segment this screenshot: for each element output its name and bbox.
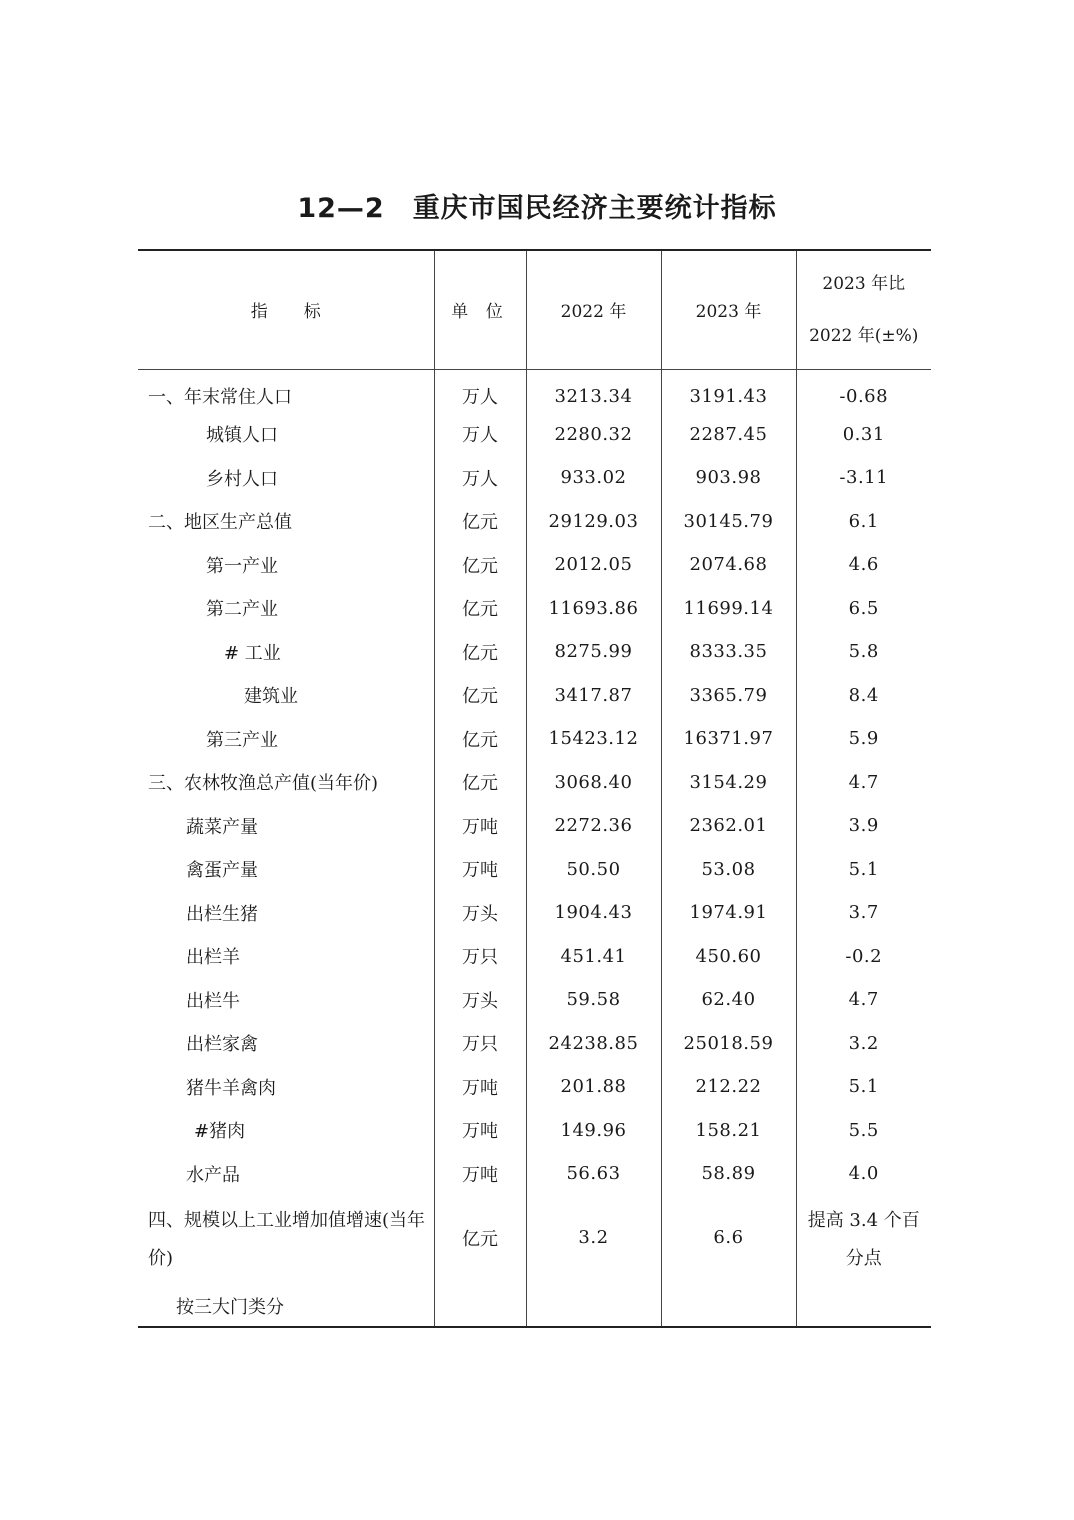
row-indicator: 猪牛羊禽肉 bbox=[186, 1077, 276, 1099]
row-change: 5.1 bbox=[796, 1065, 931, 1109]
header-change-line2: 2022 年(±%) bbox=[809, 325, 919, 346]
row-value-2022: 11693.86 bbox=[526, 587, 661, 631]
header-indicator-char-2: 标 bbox=[303, 302, 321, 323]
table-row bbox=[138, 978, 931, 1022]
row-change: 6.5 bbox=[796, 587, 931, 631]
row-value-2022: 29129.03 bbox=[526, 500, 661, 544]
table-row bbox=[138, 1280, 931, 1327]
row-change: 5.9 bbox=[796, 717, 931, 761]
row-value-2022: 149.96 bbox=[526, 1109, 661, 1153]
row-indicator: 水产品 bbox=[186, 1164, 240, 1186]
row-unit bbox=[434, 1280, 526, 1327]
row-value-2022: 50.50 bbox=[526, 848, 661, 892]
row-value-2023: 3191.43 bbox=[661, 369, 796, 413]
table-row bbox=[138, 543, 931, 587]
row-change: 3.7 bbox=[796, 891, 931, 935]
row-unit: 亿元 bbox=[434, 543, 526, 587]
row-unit: 万吨 bbox=[434, 1065, 526, 1109]
row-unit: 万只 bbox=[434, 935, 526, 979]
row-value-2022 bbox=[526, 1280, 661, 1327]
header-change bbox=[796, 250, 931, 369]
header-indicator-char-1: 指 bbox=[250, 302, 268, 323]
row-change: -3.11 bbox=[796, 456, 931, 500]
row-indicator: 禽蛋产量 bbox=[186, 860, 258, 882]
table-row bbox=[138, 891, 931, 935]
row-unit: 万头 bbox=[434, 891, 526, 935]
row-change: 8.4 bbox=[796, 674, 931, 718]
row-unit: 万人 bbox=[434, 413, 526, 457]
row-value-2023: 16371.97 bbox=[661, 717, 796, 761]
row-value-2023: 58.89 bbox=[661, 1152, 796, 1196]
row-value-2022: 56.63 bbox=[526, 1152, 661, 1196]
row-unit: 万人 bbox=[434, 456, 526, 500]
row-unit: 亿元 bbox=[434, 500, 526, 544]
row-indicator: 三、农林牧渔总产值(当年价) bbox=[148, 773, 379, 795]
row-change: 0.31 bbox=[796, 413, 931, 457]
row-value-2022: 3068.40 bbox=[526, 761, 661, 805]
row-change: 4.6 bbox=[796, 543, 931, 587]
table-row bbox=[138, 804, 931, 848]
row-change: 4.0 bbox=[796, 1152, 931, 1196]
row-value-2022: 2012.05 bbox=[526, 543, 661, 587]
row-value-2023: 2362.01 bbox=[661, 804, 796, 848]
row-indicator: 建筑业 bbox=[244, 686, 298, 708]
row-value-2022: 8275.99 bbox=[526, 630, 661, 674]
row-indicator: 出栏羊 bbox=[186, 947, 240, 969]
row-value-2023: 25018.59 bbox=[661, 1022, 796, 1066]
row-value-2022: 2280.32 bbox=[526, 413, 661, 457]
header-change-line1: 2023 年比 bbox=[822, 273, 906, 294]
row-indicator: 一、年末常住人口 bbox=[148, 387, 292, 408]
table-row bbox=[138, 674, 931, 718]
row-value-2022: 933.02 bbox=[526, 456, 661, 500]
row-value-2023: 212.22 bbox=[661, 1065, 796, 1109]
row-change: -0.68 bbox=[796, 369, 931, 413]
row-change: 5.5 bbox=[796, 1109, 931, 1153]
row-unit: 万吨 bbox=[434, 848, 526, 892]
row-indicator: 乡村人口 bbox=[206, 468, 278, 490]
table-row bbox=[138, 413, 931, 457]
row-value-2023: 53.08 bbox=[661, 848, 796, 892]
row-change: 4.7 bbox=[796, 978, 931, 1022]
table-row bbox=[138, 500, 931, 544]
table-row bbox=[138, 761, 931, 805]
row-unit: 亿元 bbox=[434, 587, 526, 631]
row-value-2023: 1974.91 bbox=[661, 891, 796, 935]
statistics-table bbox=[138, 249, 931, 1328]
header-2023: 2023 年 bbox=[661, 250, 796, 369]
row-change: 5.1 bbox=[796, 848, 931, 892]
row-value-2022: 24238.85 bbox=[526, 1022, 661, 1066]
table-row bbox=[138, 935, 931, 979]
table-row bbox=[138, 1152, 931, 1196]
header-unit: 单 位 bbox=[434, 250, 526, 369]
row-change: 6.1 bbox=[796, 500, 931, 544]
row-unit: 亿元 bbox=[434, 1196, 526, 1280]
row-value-2023: 30145.79 bbox=[661, 500, 796, 544]
row-indicator: 按三大门类分 bbox=[176, 1296, 284, 1318]
row-unit: 亿元 bbox=[434, 674, 526, 718]
table-row bbox=[138, 1196, 931, 1280]
row-indicator: 第一产业 bbox=[206, 555, 278, 577]
row-indicator: 出栏牛 bbox=[186, 990, 240, 1012]
row-value-2022: 451.41 bbox=[526, 935, 661, 979]
table-row bbox=[138, 717, 931, 761]
row-change: 4.7 bbox=[796, 761, 931, 805]
row-value-2023: 8333.35 bbox=[661, 630, 796, 674]
row-value-2022: 3213.34 bbox=[526, 369, 661, 413]
row-change: 5.8 bbox=[796, 630, 931, 674]
table-row bbox=[138, 1022, 931, 1066]
header-2022: 2022 年 bbox=[526, 250, 661, 369]
row-value-2022: 1904.43 bbox=[526, 891, 661, 935]
header-row bbox=[138, 250, 931, 369]
row-value-2022: 15423.12 bbox=[526, 717, 661, 761]
row-indicator: 第三产业 bbox=[206, 729, 278, 751]
row-value-2023: 158.21 bbox=[661, 1109, 796, 1153]
row-indicator: #猪肉 bbox=[194, 1121, 246, 1143]
row-value-2022: 3417.87 bbox=[526, 674, 661, 718]
row-value-2023: 3154.29 bbox=[661, 761, 796, 805]
row-indicator: 第二产业 bbox=[206, 599, 278, 621]
row-unit: 亿元 bbox=[434, 630, 526, 674]
row-unit: 万只 bbox=[434, 1022, 526, 1066]
table-row bbox=[138, 1109, 931, 1153]
page-title bbox=[0, 186, 1074, 225]
row-value-2022: 3.2 bbox=[526, 1196, 661, 1280]
row-change: -0.2 bbox=[796, 935, 931, 979]
header-indicator bbox=[138, 250, 434, 369]
row-indicator: # 工业 bbox=[224, 642, 281, 664]
row-unit: 亿元 bbox=[434, 717, 526, 761]
row-unit: 万人 bbox=[434, 369, 526, 413]
row-indicator: 蔬菜产量 bbox=[186, 816, 258, 838]
table-row bbox=[138, 630, 931, 674]
row-value-2022: 2272.36 bbox=[526, 804, 661, 848]
row-indicator: 城镇人口 bbox=[206, 425, 278, 447]
row-value-2023: 2074.68 bbox=[661, 543, 796, 587]
row-unit: 亿元 bbox=[434, 761, 526, 805]
row-change: 3.2 bbox=[796, 1022, 931, 1066]
row-value-2023: 450.60 bbox=[661, 935, 796, 979]
row-change: 3.9 bbox=[796, 804, 931, 848]
row-value-2023: 11699.14 bbox=[661, 587, 796, 631]
row-value-2023: 6.6 bbox=[661, 1196, 796, 1280]
row-unit: 万吨 bbox=[434, 1152, 526, 1196]
table-row bbox=[138, 587, 931, 631]
table-row bbox=[138, 848, 931, 892]
table-title: 重庆市国民经济主要统计指标 bbox=[412, 193, 777, 224]
row-change: 提高 3.4 个百分点 bbox=[796, 1196, 931, 1280]
row-value-2023: 2287.45 bbox=[661, 413, 796, 457]
row-indicator: 二、地区生产总值 bbox=[148, 512, 292, 534]
row-indicator: 四、规模以上工业增加值增速(当年价) bbox=[148, 1209, 426, 1269]
table-number: 12—2 bbox=[297, 193, 385, 224]
row-value-2023 bbox=[661, 1280, 796, 1327]
table-row bbox=[138, 1065, 931, 1109]
table-row bbox=[138, 456, 931, 500]
row-value-2023: 3365.79 bbox=[661, 674, 796, 718]
row-unit: 万头 bbox=[434, 978, 526, 1022]
table-row bbox=[138, 369, 931, 413]
row-change bbox=[796, 1280, 931, 1327]
row-indicator: 出栏生猪 bbox=[186, 903, 258, 925]
row-unit: 万吨 bbox=[434, 1109, 526, 1153]
statistics-table-container bbox=[138, 249, 931, 1328]
row-unit: 万吨 bbox=[434, 804, 526, 848]
row-value-2022: 59.58 bbox=[526, 978, 661, 1022]
row-value-2022: 201.88 bbox=[526, 1065, 661, 1109]
row-value-2023: 62.40 bbox=[661, 978, 796, 1022]
row-value-2023: 903.98 bbox=[661, 456, 796, 500]
row-indicator: 出栏家禽 bbox=[186, 1034, 258, 1056]
